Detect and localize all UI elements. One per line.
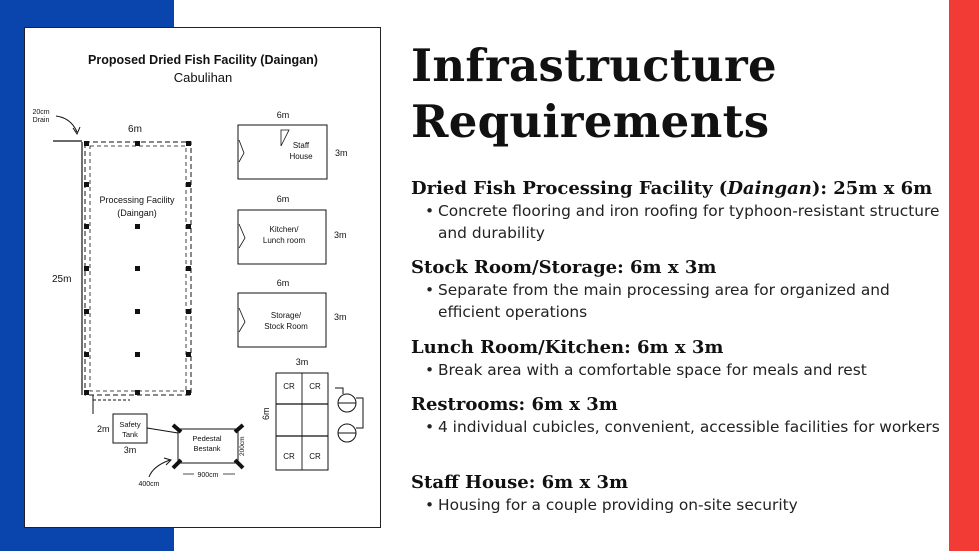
floor-plan-diagram xyxy=(24,27,381,528)
storage-sublabel: Stock Room xyxy=(264,322,308,331)
restrooms-depth-label: 6m xyxy=(261,407,271,420)
pedestal-pipe-label: 400cm xyxy=(138,481,160,488)
section-lunch-room xyxy=(411,337,947,381)
section-bullet: • Concrete flooring and iron roofing for typhoon-resistant structure and durability xyxy=(438,200,947,244)
storage-depth-label: 3m xyxy=(334,312,347,322)
processing-width-label: 6m xyxy=(128,124,142,135)
staff-house-depth-label: 3m xyxy=(335,148,348,158)
drain-label: Drain xyxy=(32,117,50,124)
restrooms-width-label: 3m xyxy=(295,357,309,367)
pedestal-label: Pedestal xyxy=(192,434,222,443)
section-bullet: • Housing for a couple providing on-site security xyxy=(438,494,947,516)
section-processing-facility xyxy=(411,178,947,244)
section-heading: Restrooms: 6m x 3m xyxy=(411,394,618,415)
kitchen-depth-label: 3m xyxy=(334,230,347,240)
pedestal-sublabel: Bestank xyxy=(193,444,221,453)
processing-columns xyxy=(84,141,191,395)
staff-house-width-label: 6m xyxy=(276,110,290,120)
kitchen-label: Kitchen/ xyxy=(269,225,299,234)
processing-length-label: 25m xyxy=(52,274,72,285)
storage-width-label: 6m xyxy=(276,278,290,288)
septic-tanks xyxy=(335,388,363,442)
section-staff-house xyxy=(411,472,947,516)
cr-cubicle-3: CR xyxy=(283,452,295,461)
kitchen-width-label: 6m xyxy=(276,194,290,204)
staff-house xyxy=(238,125,327,179)
section-bullet: • 4 individual cubicles, convenient, accessible facilities for workers xyxy=(438,416,947,438)
plan-title: Proposed Dried Fish Facility (Daingan) xyxy=(88,53,318,67)
section-heading: Staff House: 6m x 3m xyxy=(411,472,629,493)
safety-tank-depth-label: 2m xyxy=(97,424,110,434)
section-bullet: • Break area with a comfortable space for meals and rest xyxy=(438,359,947,381)
section-stock-room xyxy=(411,257,947,323)
processing-label: Processing Facility xyxy=(99,195,175,205)
right-accent-bar xyxy=(949,0,979,551)
staff-house-sublabel: House xyxy=(289,152,313,161)
cr-cubicle-4: CR xyxy=(309,452,321,461)
cr-cubicle-1: CR xyxy=(283,382,295,391)
section-heading: Stock Room/Storage: 6m x 3m xyxy=(411,257,717,278)
section-restrooms xyxy=(411,394,947,438)
safety-tank-sublabel: Tank xyxy=(122,430,138,439)
pedestal-width-label: 900cm xyxy=(197,472,219,479)
safety-tank-width-label: 3m xyxy=(123,445,137,455)
drain-size-label: 20cm xyxy=(32,109,50,116)
slide-title xyxy=(411,38,941,150)
kitchen-sublabel: Lunch room xyxy=(262,236,306,245)
slide-title-line2: Requirements xyxy=(411,95,770,148)
pedestal-height-label: 200cm xyxy=(239,436,246,456)
processing-sublabel: (Daingan) xyxy=(117,208,157,218)
pedestal-pipe-arrow xyxy=(149,460,170,477)
section-heading: Lunch Room/Kitchen: 6m x 3m xyxy=(411,337,724,358)
storage-stock-room xyxy=(238,293,326,347)
slide-title-line1: Infrastructure xyxy=(411,39,777,92)
cr-cubicle-2: CR xyxy=(309,382,321,391)
staff-house-label: Staff xyxy=(292,141,310,150)
safety-tank-label: Safety xyxy=(119,420,141,429)
section-heading: Dried Fish Processing Facility (Daingan): 25m x 6m xyxy=(411,178,933,199)
storage-label: Storage/ xyxy=(270,311,302,320)
plan-subtitle: Cabulihan xyxy=(173,70,233,85)
section-bullet: • Separate from the main processing area for organized and efficient operations xyxy=(438,279,947,323)
